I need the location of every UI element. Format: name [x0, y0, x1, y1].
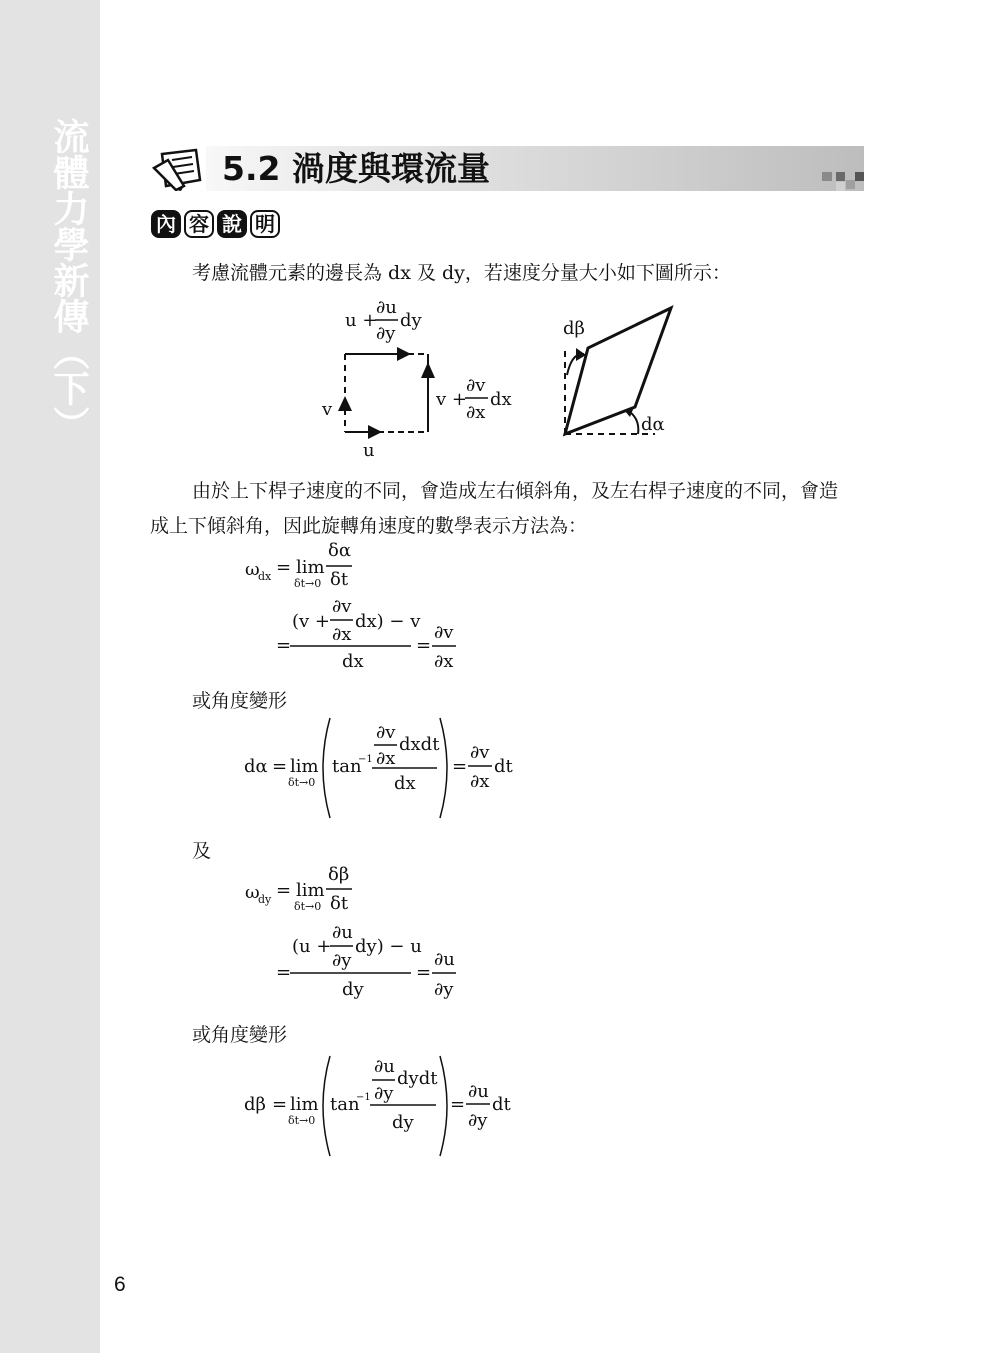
- right-velocity-num: ∂v: [466, 375, 486, 396]
- svg-text:δt: δt: [330, 893, 349, 914]
- svg-text:∂x: ∂x: [434, 651, 454, 672]
- svg-text:∂y: ∂y: [332, 950, 352, 971]
- svg-text:δt→0: δt→0: [294, 577, 322, 590]
- arrow-left: [338, 396, 352, 411]
- right-velocity-dx: dx: [490, 389, 512, 410]
- svg-text:∂u: ∂u: [332, 922, 353, 943]
- right-velocity-label: v +: [436, 389, 467, 410]
- section-title: 5.2 渦度與環流量: [222, 149, 490, 188]
- svg-text:∂v: ∂v: [434, 622, 454, 643]
- deformation-heading: 或角度變形: [192, 690, 288, 712]
- svg-text:=: =: [276, 880, 292, 901]
- svg-text:∂v: ∂v: [470, 742, 490, 763]
- dbeta-label: dβ: [563, 318, 585, 339]
- svg-text:dxdt: dxdt: [399, 734, 440, 755]
- and-text: 及: [192, 840, 212, 862]
- arrow-right: [421, 362, 435, 378]
- label-char: 容: [184, 210, 214, 238]
- svg-text:dy: dy: [392, 1112, 414, 1133]
- fluid-element-diagram: [345, 354, 428, 432]
- book-title: 流體力學新傳（下）: [48, 118, 90, 442]
- label-char: 說: [217, 210, 247, 238]
- arrow-top: [397, 347, 411, 361]
- svg-text:tan: tan: [332, 756, 362, 777]
- svg-text:dx: dx: [394, 773, 416, 794]
- svg-text:∂u: ∂u: [468, 1081, 489, 1102]
- top-velocity-num: ∂u: [376, 297, 397, 318]
- dbeta-equation: [244, 1056, 512, 1156]
- svg-text:dy: dy: [258, 893, 272, 906]
- deformation-heading: 或角度變形: [192, 1024, 288, 1046]
- dalpha-label: dα: [641, 414, 665, 435]
- omega-dy-equation: [245, 864, 456, 1000]
- svg-text:dx) − v: dx) − v: [355, 611, 421, 632]
- left-velocity-label: v: [322, 399, 333, 420]
- top-velocity-den: ∂y: [376, 323, 396, 344]
- arrow-bottom: [368, 425, 382, 439]
- svg-text:∂y: ∂y: [468, 1110, 488, 1131]
- omega-dx-equation: [245, 540, 456, 672]
- dalpha-equation: [244, 718, 514, 818]
- svg-text:dβ: dβ: [244, 1094, 266, 1115]
- svg-text:=: =: [450, 1094, 466, 1115]
- right-velocity-den: ∂x: [466, 402, 486, 423]
- svg-text:=: =: [276, 557, 292, 578]
- svg-text:dy) − u: dy) − u: [355, 936, 422, 957]
- intro-paragraph: 考慮流體元素的邊長為 dx 及 dy，若速度分量大小如下圖所示：: [192, 262, 731, 284]
- svg-text:∂v: ∂v: [332, 596, 352, 617]
- svg-text:dx: dx: [342, 651, 364, 672]
- svg-text:=: =: [416, 635, 432, 656]
- svg-text:lim: lim: [296, 880, 325, 901]
- bottom-velocity-label: u: [363, 440, 375, 461]
- svg-text:∂u: ∂u: [434, 949, 455, 970]
- svg-text:∂v: ∂v: [376, 722, 396, 743]
- svg-text:∂y: ∂y: [434, 979, 454, 1000]
- svg-text:δα: δα: [328, 540, 351, 561]
- svg-text:∂u: ∂u: [374, 1056, 395, 1077]
- svg-text:=: =: [272, 756, 288, 777]
- svg-text:dy: dy: [342, 979, 364, 1000]
- svg-text:ω: ω: [245, 559, 260, 580]
- svg-text:∂x: ∂x: [376, 748, 396, 769]
- svg-text:dx: dx: [258, 570, 272, 583]
- svg-text:=: =: [276, 962, 292, 983]
- svg-text:dt: dt: [494, 756, 513, 777]
- label-char: 明: [250, 210, 280, 238]
- paragraph-line: 成上下傾斜角，因此旋轉角速度的數學表示方法為：: [150, 515, 588, 537]
- svg-text:−1: −1: [356, 1092, 371, 1103]
- svg-text:dt: dt: [492, 1094, 511, 1115]
- top-velocity-label: u +: [345, 310, 378, 331]
- svg-text:(u +: (u +: [292, 936, 332, 957]
- svg-text:δt→0: δt→0: [288, 776, 316, 789]
- svg-text:(v +: (v +: [292, 611, 330, 632]
- svg-text:−1: −1: [358, 754, 373, 765]
- label-char: 內: [151, 210, 181, 238]
- svg-text:lim: lim: [296, 557, 325, 578]
- page-number: 6: [114, 1273, 126, 1296]
- svg-text:tan: tan: [330, 1094, 360, 1115]
- paragraph-line: 由於上下桿子速度的不同，會造成左右傾斜角，及左右桿子速度的不同，會造: [192, 480, 839, 502]
- svg-text:=: =: [452, 756, 468, 777]
- svg-text:=: =: [276, 635, 292, 656]
- svg-text:ω: ω: [245, 882, 260, 903]
- svg-text:δt: δt: [330, 569, 349, 590]
- svg-text:lim: lim: [290, 1094, 319, 1115]
- svg-text:δt→0: δt→0: [288, 1114, 316, 1127]
- svg-text:=: =: [272, 1094, 288, 1115]
- svg-text:δβ: δβ: [328, 864, 350, 885]
- svg-text:∂x: ∂x: [332, 624, 352, 645]
- svg-text:=: =: [416, 962, 432, 983]
- top-velocity-dy: dy: [400, 310, 422, 331]
- svg-text:dα: dα: [244, 756, 268, 777]
- svg-text:lim: lim: [290, 756, 319, 777]
- svg-text:dydt: dydt: [397, 1068, 438, 1089]
- svg-text:δt→0: δt→0: [294, 900, 322, 913]
- svg-text:∂y: ∂y: [374, 1083, 394, 1104]
- svg-text:∂x: ∂x: [470, 771, 490, 792]
